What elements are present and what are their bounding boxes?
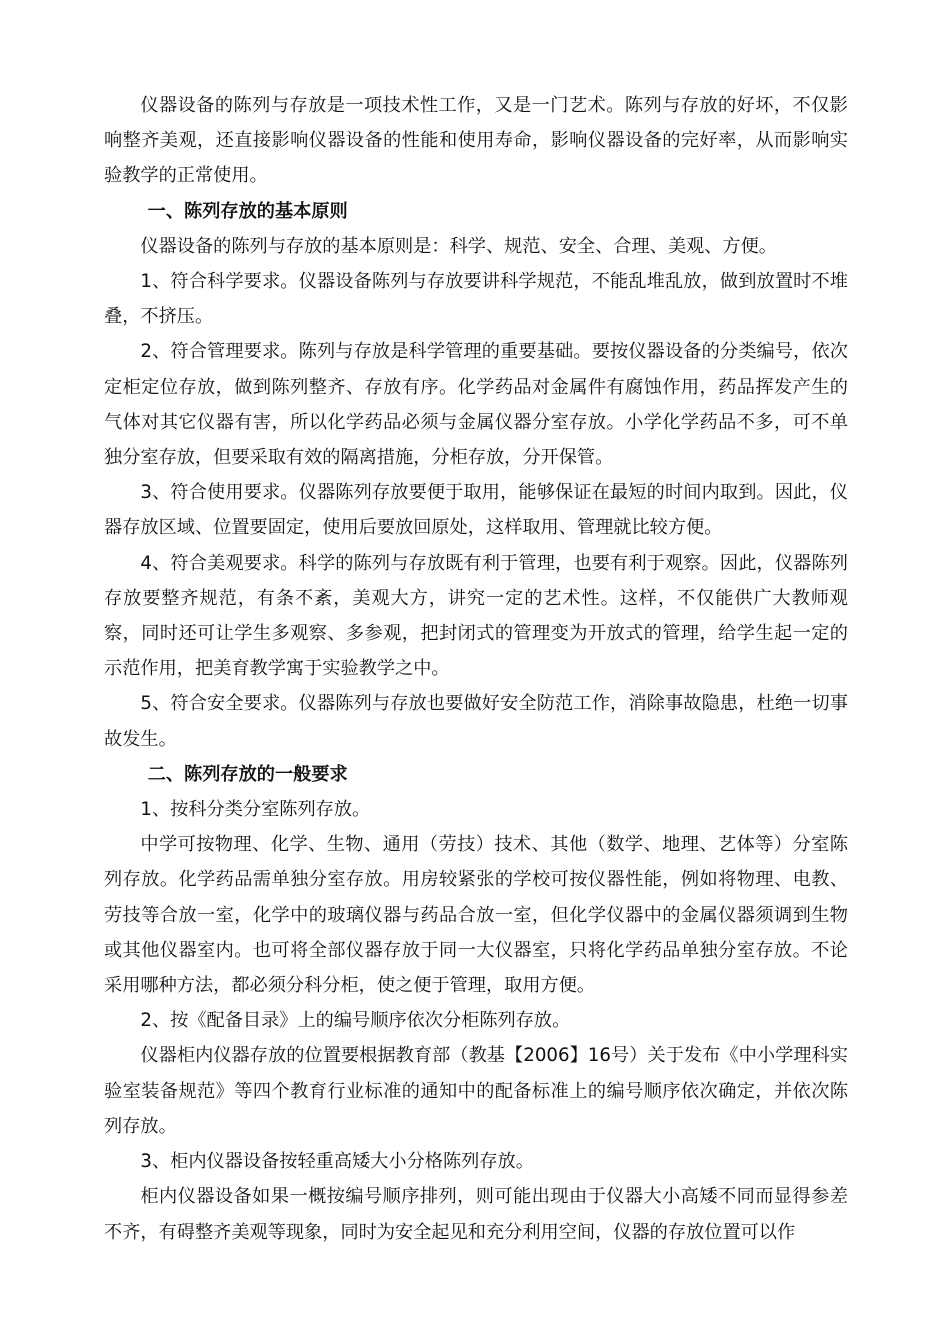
paragraph-req-1: 1、按科分类分室陈列存放。 <box>140 799 371 821</box>
section-heading-1: 一、陈列存放的基本原则 <box>147 200 348 222</box>
paragraph-item-4: 4、符合美观要求。科学的陈列与存放既有利于管理，也要有利于观察。因此，仪器陈列存放要整齐规范，有条不紊，美观大方，讲究一定的艺术性。这样，不仅能供广大教师观察，同时还可让学生多观察、多参观，把封闭式的管理变为开放式的管理，给学生起一定的示范作用，把美育教学寓于实验教学之中。 <box>104 552 848 680</box>
paragraph-req-3-detail: 柜内仪器设备如果一概按编号顺序排列，则可能出现由于仪器大小高矮不同而显得参差不齐，有碍整齐美观等现象，同时为安全起见和充分利用空间，仪器的存放位置可以作 <box>104 1186 848 1243</box>
document-page <box>104 88 848 1250</box>
paragraph-item-3: 3、符合使用要求。仪器陈列存放要便于取用，能够保证在最短的时间内取到。因此，仪器存放区域、位置要固定，使用后要放回原处，这样取用、管理就比较方便。 <box>104 482 848 539</box>
paragraph-item-1: 1、符合科学要求。仪器设备陈列与存放要讲科学规范，不能乱堆乱放，做到放置时不堆叠，不挤压。 <box>104 271 848 328</box>
paragraph-item-5: 5、符合安全要求。仪器陈列与存放也要做好安全防范工作，消除事故隐患，杜绝一切事故发生。 <box>104 693 848 750</box>
section-heading-2: 二、陈列存放的一般要求 <box>147 763 348 785</box>
paragraph-principles: 仪器设备的陈列与存放的基本原则是：科学、规范、安全、合理、美观、方便。 <box>140 235 777 257</box>
paragraph-item-2: 2、符合管理要求。陈列与存放是科学管理的重要基础。要按仪器设备的分类编号，依次定柜定位存放，做到陈列整齐、存放有序。化学药品对金属件有腐蚀作用，药品挥发产生的气体对其它仪器有害，所以化学药品必须与金属仪器分室存放。小学化学药品不多，可不单独分室存放，但要采取有效的隔离措施，分柜存放，分开保管。 <box>104 341 848 469</box>
paragraph-req-1-detail: 中学可按物理、化学、生物、通用（劳技）技术、其他（数学、地理、艺体等）分室陈列存放。化学药品需单独分室存放。用房较紧张的学校可按仪器性能，例如将物理、电教、劳技等合放一室，化学中的玻璃仪器与药品合放一室，但化学仪器中的金属仪器须调到生物或其他仪器室内。也可将全部仪器存放于同一大仪器室，只将化学药品单独分室存放。不论采用哪种方法，都必须分科分柜，使之便于管理，取用方便。 <box>104 834 848 997</box>
paragraph-intro: 仪器设备的陈列与存放是一项技术性工作，又是一门艺术。陈列与存放的好坏，不仅影响整齐美观，还直接影响仪器设备的性能和使用寿命，影响仪器设备的完好率，从而影响实验教学的正常使用。 <box>104 95 848 187</box>
paragraph-req-2: 2、按《配备目录》上的编号顺序依次分柜陈列存放。 <box>140 1010 571 1032</box>
paragraph-req-2-detail: 仪器柜内仪器存放的位置要根据教育部（教基【2006】16号）关于发布《中小学理科实验室装备规范》等四个教育行业标准的通知中的配备标准上的编号顺序依次确定，并依次陈列存放。 <box>104 1045 848 1137</box>
paragraph-req-3: 3、柜内仪器设备按轻重高矮大小分格陈列存放。 <box>140 1151 534 1173</box>
